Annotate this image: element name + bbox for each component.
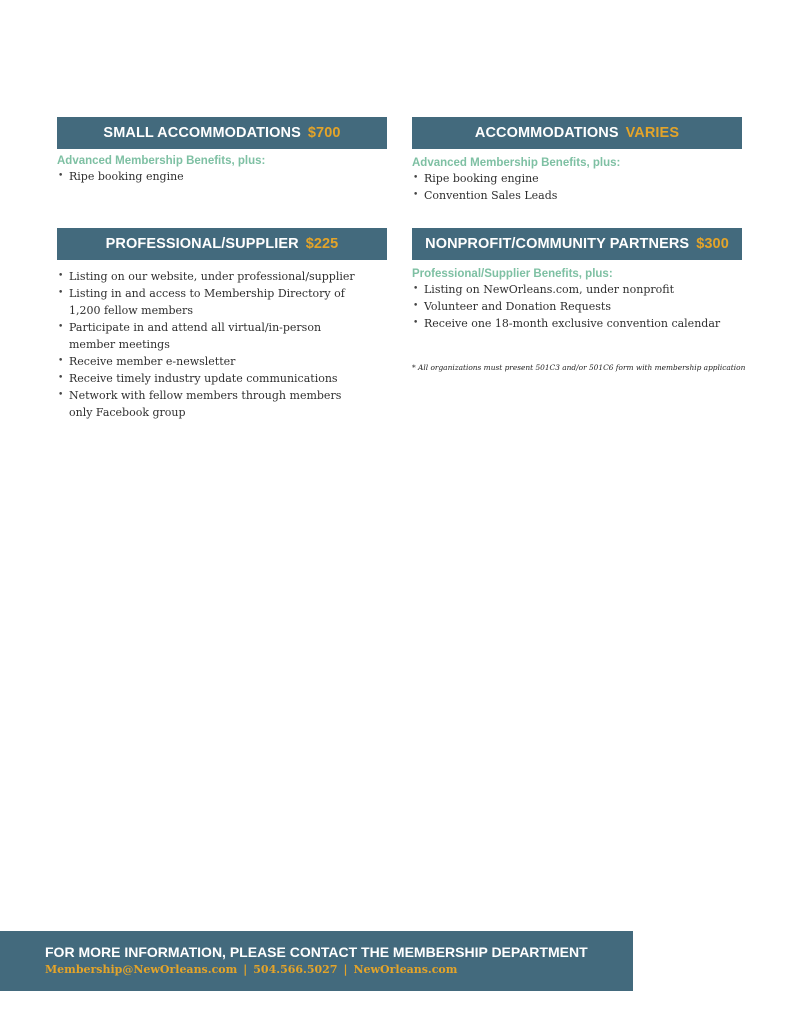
tier-price: VARIES bbox=[625, 125, 680, 141]
footer-title: FOR MORE INFORMATION, PLEASE CONTACT THE MEMBERSHIP DEPARTMENT bbox=[45, 944, 588, 960]
tier-accommodations bbox=[412, 117, 742, 204]
footer-contact-line bbox=[45, 963, 457, 976]
contact-email-link[interactable]: Membership@NewOrleans.com bbox=[45, 963, 238, 976]
tier-title: PROFESSIONAL/SUPPLIER bbox=[105, 236, 299, 252]
tier-header bbox=[57, 117, 387, 149]
benefit-list bbox=[412, 281, 742, 332]
benefit-item: • Receive timely industry update communications bbox=[57, 370, 357, 387]
benefit-item: • Ripe booking engine bbox=[57, 168, 387, 185]
tier-header bbox=[412, 117, 742, 149]
tier-price: $225 bbox=[305, 236, 339, 252]
tier-title: ACCOMMODATIONS bbox=[474, 125, 619, 141]
benefit-item: • Ripe booking engine bbox=[412, 170, 742, 187]
benefit-item: • Listing on NewOrleans.com, under nonprofit bbox=[412, 281, 742, 298]
benefit-item: • Network with fellow members through members only Facebook group bbox=[57, 387, 357, 421]
tier-title: NONPROFIT/COMMUNITY PARTNERS bbox=[425, 236, 690, 252]
benefit-item: • Volunteer and Donation Requests bbox=[412, 298, 742, 315]
tier-price: $300 bbox=[696, 236, 729, 252]
website-link[interactable]: NewOrleans.com bbox=[353, 963, 458, 976]
benefit-item: • Participate in and attend all virtual/in-person member meetings bbox=[57, 319, 357, 353]
tier-professional-supplier bbox=[57, 228, 387, 421]
contact-footer bbox=[0, 931, 633, 991]
benefit-list bbox=[57, 168, 387, 185]
benefit-list bbox=[412, 170, 742, 204]
tier-header bbox=[412, 228, 742, 260]
tier-nonprofit-community-partners bbox=[412, 228, 742, 332]
separator: | bbox=[343, 963, 348, 976]
benefit-list bbox=[57, 268, 357, 421]
tier-price: $700 bbox=[307, 125, 341, 141]
tier-subheading: Advanced Membership Benefits, plus: bbox=[412, 157, 621, 169]
footnote: * All organizations must present 501C3 and/or 501C6 form with membership application bbox=[412, 363, 746, 372]
benefit-item: • Listing in and access to Membership Directory of 1,200 fellow members bbox=[57, 285, 357, 319]
benefit-item: • Convention Sales Leads bbox=[412, 187, 742, 204]
tier-header bbox=[57, 228, 387, 260]
tier-small-accommodations bbox=[57, 117, 387, 185]
separator: | bbox=[243, 963, 248, 976]
tier-subheading: Professional/Supplier Benefits, plus: bbox=[412, 268, 613, 280]
benefit-item: • Receive one 18-month exclusive convention calendar bbox=[412, 315, 742, 332]
tier-subheading: Advanced Membership Benefits, plus: bbox=[57, 155, 266, 167]
contact-phone-link[interactable]: 504.566.5027 bbox=[253, 963, 338, 976]
benefit-item: • Listing on our website, under professional/supplier bbox=[57, 268, 357, 285]
tier-title: SMALL ACCOMMODATIONS bbox=[103, 125, 301, 141]
benefit-item: • Receive member e-newsletter bbox=[57, 353, 357, 370]
